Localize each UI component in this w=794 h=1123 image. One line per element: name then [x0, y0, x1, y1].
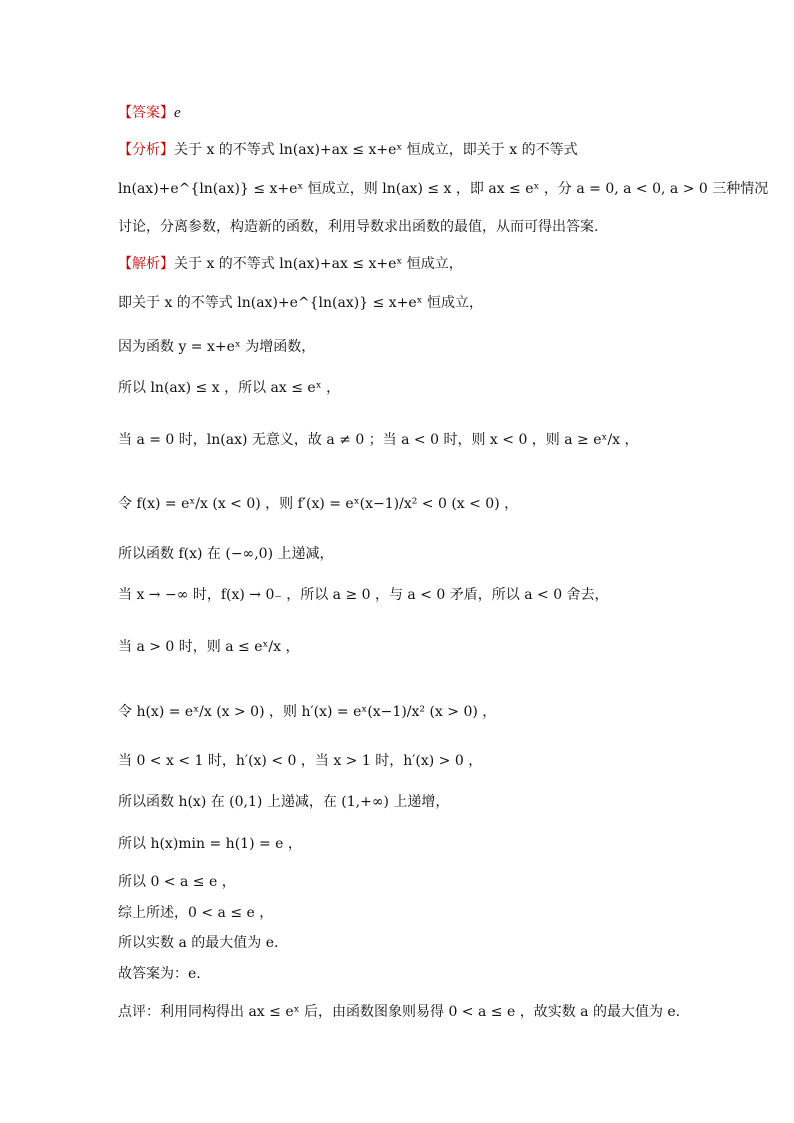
solution-line-4: 所以 ln(ax) ≤ x ，所以 ax ≤ eˣ ，	[118, 380, 341, 396]
solution-line-16: 所以实数 a 的最大值为 e.	[118, 935, 279, 951]
solution-line-15: 综上所述，0 < a ≤ e ，	[118, 905, 274, 921]
solution-line-11: 当 0 < x < 1 时，h′(x) < 0 ，当 x > 1 时，h′(x) > 0 ，	[118, 753, 483, 769]
solution-line-7: 所以函数 f(x) 在 (−∞,0) 上递减，	[118, 546, 334, 562]
solution-line-1	[118, 253, 463, 274]
solution-line-12: 所以函数 h(x) 在 (0,1) 上递减，在 (1,+∞) 上递增，	[118, 794, 450, 810]
analysis-line-2: ln(ax)+e^{ln(ax)} ≤ x+eˣ 恒成立，则 ln(ax) ≤ x ，即 ax ≤ eˣ ，分 a = 0, a < 0, a > 0 三种情况	[118, 181, 769, 197]
comment-line: 点评：利用同构得出 ax ≤ eˣ 后，由函数图象则易得 0 < a ≤ e ，故实数 a 的最大值为 e.	[118, 1004, 681, 1020]
solution-line-2: 即关于 x 的不等式 ln(ax)+e^{ln(ax)} ≤ x+eˣ 恒成立，	[118, 295, 484, 311]
solution-line-10: 令 h(x) = eˣ/x (x > 0) ，则 h′(x) = eˣ(x−1)/x² (x > 0) ，	[118, 704, 497, 720]
analysis-text-1: 关于 x 的不等式 ln(ax)+ax ≤ x+eˣ 恒成立，即关于 x 的不等式	[174, 142, 578, 158]
solution-text-1: 关于 x 的不等式 ln(ax)+ax ≤ x+eˣ 恒成立，	[174, 256, 463, 272]
solution-line-6: 令 f(x) = eˣ/x (x < 0) ，则 f′(x) = eˣ(x−1)/x² < 0 (x < 0) ，	[118, 496, 519, 512]
solution-tag: 【解析】	[118, 255, 174, 271]
solution-line-14: 所以 0 < a ≤ e ，	[118, 874, 236, 890]
solution-line-9: 当 a > 0 时，则 a ≤ eˣ/x ，	[118, 639, 300, 655]
analysis-line-3: 讨论，分离参数，构造新的函数，利用导数求出函数的最值，从而可得出答案.	[118, 219, 599, 235]
solution-line-8: 当 x → −∞ 时，f(x) → 0₋ ，所以 a ≥ 0 ，与 a < 0 矛盾，所以 a < 0 舍去，	[118, 587, 609, 603]
solution-line-5: 当 a = 0 时，ln(ax) 无意义，故 a ≠ 0 ；当 a < 0 时，则 x < 0 ，则 a ≥ eˣ/x ，	[118, 432, 639, 448]
solution-line-13: 所以 h(x)min = h(1) = e ，	[118, 836, 302, 852]
solution-line-3: 因为函数 y = x+eˣ 为增函数，	[118, 339, 316, 355]
answer-tag: 【答案】	[118, 104, 174, 120]
analysis-tag: 【分析】	[118, 141, 174, 157]
answer-line	[118, 102, 181, 123]
solution-line-17: 故答案为：e.	[118, 966, 201, 982]
answer-value: e	[174, 105, 181, 121]
analysis-line-1	[118, 139, 578, 160]
